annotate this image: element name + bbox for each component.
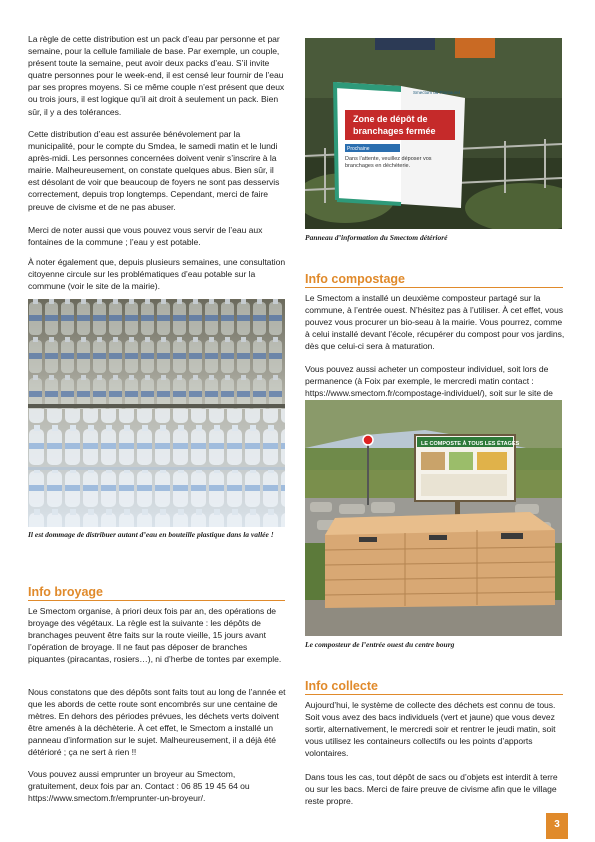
collecte-heading: Info collecte <box>305 679 378 693</box>
sign-text-line2: branchages fermée <box>353 126 436 136</box>
sign-small-label: Prochaine <box>347 146 370 152</box>
water-rule-paragraph: La règle de cette distribution est un pack d’eau par personne et par semaine, pour la cellule familiale de base. Par exemple, un couple, présent toute la semaine, peut avoir deux packs d’eau. S’il invite quatre personnes pour le week-end, il est censé leur fournir de l’eau par ses propres moyens. Si ce même couple n’est présent que deux ou trois jours, il est logique qu’il ait droit à seulement un pack. Bien sûr, il y a des tolérances. <box>28 34 285 117</box>
collecte-heading-rule <box>305 694 563 695</box>
damaged-panel-image <box>305 38 562 229</box>
broyage-paragraph-3: Vous pouvez aussi emprunter un broyeur au Smectom, gratuitement, deux fois par an. Contact : 06 85 19 45 64 ou https://www.smectom.fr/emprunter-un-broyeur/. <box>28 769 250 804</box>
compost-paragraph-2: Vous pouvez aussi acheter un composteur individuel, soit lors de permanence (à Foix par exemple, le mercredi matin contact : https://www.smectom.fr/compostage-individuel/), soit sur le site de <box>305 364 553 399</box>
sign-logo: Smectom du Plantaurel <box>413 90 460 95</box>
page-number: 3 <box>546 813 568 839</box>
broyage-paragraph-1: Le Smectom organise, à priori deux fois par an, des opérations de broyage des végétaux. La règle est la suivante : les dépôts de branchages peuvent être faits sur la route vieille, 15 jours avant l’opération de broyage. Il ne faut pas déposer de branches piquantes (piracantas, rosiers…), ni d’herbe de tontes par exemple. <box>28 606 282 665</box>
composter-photo <box>305 400 562 636</box>
collecte-paragraph-2: Dans tous les cas, tout dépôt de sacs ou d’objets est interdit à terre ou sur les bacs. Merci de faire preuve de civisme afin que le village reste propre. <box>305 772 558 807</box>
composter-sign-title: LE COMPOSTE À TOUS LES ÉTAGES <box>421 441 520 447</box>
fountains-paragraph: Merci de noter aussi que vous pouvez vous servir de l’eau aux fontaines de la commune ; l’eau y est potable. <box>28 225 263 248</box>
sign-instruction: Dans l’attente, veuillez déposer vos branchages en déchèterie. <box>345 156 432 169</box>
consultation-paragraph: À noter également que, depuis plusieurs semaines, une consultation citoyenne circule sur les problématiques d’eau potable sur la commune (voir le site de la mairie). <box>28 257 286 292</box>
water-bottles-photo <box>28 299 285 527</box>
compost-paragraph-1: Le Smectom a installé un deuxième composteur partagé sur la commune, à l’entrée ouest. N’hésitez pas à l’utiliser. À cet effet, vous pouvez vous procurer un bio-seau à la mairie. Vous pourrez, comme à celui installé devant l’école, récupérer du compost pour vos jardins, dès que celui-ci sera à maturation. <box>305 293 565 352</box>
composter-image <box>305 400 562 636</box>
water-bottles-image <box>28 299 285 527</box>
sign-text-line1: Zone de dépôt de <box>353 114 428 124</box>
composter-caption: Le composteur de l’entrée ouest du centre bourg <box>305 640 455 649</box>
broyage-heading-rule <box>28 600 285 601</box>
damaged-panel-photo <box>305 38 562 229</box>
compost-heading-rule <box>305 287 563 288</box>
water-distribution-paragraph: Cette distribution d’eau est assurée bénévolement par la municipalité, pour le compte du Smdea, le samedi matin et le lundi après-midi. Les personnes concernées doivent venir s’inscrire à la mairie. Malheureusement, on constate quelques abus. Bien sûr, il est désolant de voir que beaucoup de foyers ne sont pas desservis correctement, depuis trop longtemps. Cependant, merci de faire preuve de civisme et de ne pas abuser. <box>28 129 280 212</box>
broyage-heading: Info broyage <box>28 585 104 599</box>
compost-heading: Info compostage <box>305 272 406 286</box>
panel-caption: Panneau d’information du Smectom détérioré <box>305 233 448 242</box>
broyage-paragraph-2: Nous constatons que des dépôts sont faits tout au long de l’année et que les abords de cette route sont encombrés sur une centaine de mètres. En dehors des périodes prévues, les déchets verts doivent être amenés à la déchèterie. À cet effet, le Smectom a installé un panneau d’information sur le sujet. Malheureusement, il a déjà été détérioré ; ça ne sert à rien !! <box>28 687 286 758</box>
collecte-paragraph-1: Aujourd’hui, le système de collecte des déchets est connu de tous. Soit vous avez des bacs individuels (vert et jaune) que vous devez sortir, alternativement, le mercredi soir et rentrer le jeudi matin, soit vous utilisez les containeurs collectifs ou les points d’apports volontaires. <box>305 700 556 759</box>
bottles-caption: Il est dommage de distribuer autant d’eau en bouteille plastique dans la vallée ! <box>28 530 274 539</box>
